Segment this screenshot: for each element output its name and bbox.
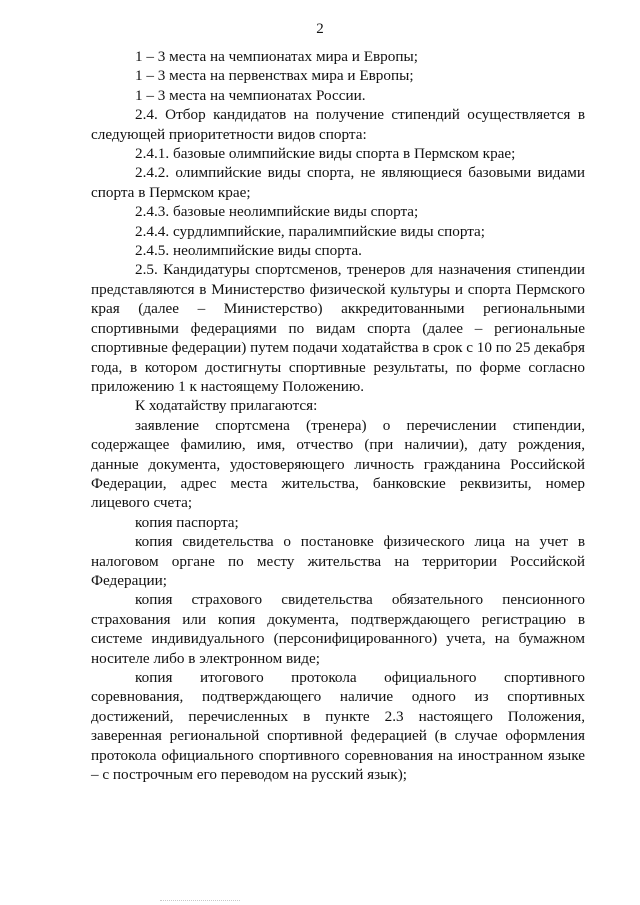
paragraph-competition-protocol: копия итогового протокола официального спортивного соревнования, подтверждающего наличие одного из спортивных достижений, перечисленных в пункте 2.3 настоящего Положения, заверенная региональной спортивной федерацией (в случае оформления протокола официального спортивного соревнования на иностранном языке – с построчным его переводом на русский язык); bbox=[91, 669, 585, 784]
document-body bbox=[91, 47, 585, 784]
paragraph-2-4-4: 2.4.4. сурдлимпийские, паралимпийские виды спорта; bbox=[135, 222, 485, 240]
paragraph-world-europe-championships: 1 – 3 места на чемпионатах мира и Европы; bbox=[135, 48, 418, 65]
paragraph-application: заявление спортсмена (тренера) о перечислении стипендии, содержащее фамилию, имя, отчество (при наличии), дату рождения, данные документа, удостоверяющего личность гражданина Российской Федерации, адрес места жительства, банковские реквизиты, номер лицевого счета; bbox=[91, 416, 585, 512]
paragraph-2-4-1: 2.4.1. базовые олимпийские виды спорта в Пермском крае; bbox=[135, 145, 516, 163]
paragraph-passport-copy: копия паспорта; bbox=[135, 513, 239, 531]
page-number: 2 bbox=[316, 21, 324, 37]
paragraph-2-4-3: 2.4.3. базовые неолимпийские виды спорта; bbox=[135, 203, 419, 221]
paragraph-tax-certificate: копия свидетельства о постановке физического лица на учет в налоговом органе по месту жительства на территории Российской Федерации; bbox=[91, 533, 585, 589]
scan-edge-line bbox=[160, 900, 240, 901]
paragraph-2-4: 2.4. Отбор кандидатов на получение стипендий осуществляется в следующей приоритетности видов спорта: bbox=[91, 106, 585, 143]
paragraph-russia-championships: 1 – 3 места на чемпионатах России. bbox=[135, 86, 366, 104]
paragraph-2-4-5: 2.4.5. неолимпийские виды спорта. bbox=[135, 242, 362, 260]
paragraph-2-4-2: 2.4.2. олимпийские виды спорта, не являющиеся базовыми видами спорта в Пермском крае; bbox=[91, 164, 585, 201]
paragraph-attachments-intro: К ходатайству прилагаются: bbox=[135, 397, 318, 415]
paragraph-world-europe-youth: 1 – 3 места на первенствах мира и Европы; bbox=[135, 67, 414, 85]
paragraph-2-5: 2.5. Кандидатуры спортсменов, тренеров для назначения стипендии представляются в Министерство физической культуры и спорта Пермского края (далее – Министерство) аккредитованными региональными спортивными федерациями по видам спорта (далее – региональные спортивные федерации) путем подачи ходатайства в срок с 10 по 25 декабря года, в котором достигнуты спортивные результаты, по форме согласно приложению 1 к настоящему Положению. bbox=[91, 261, 585, 395]
paragraph-pension-certificate: копия страхового свидетельства обязательного пенсионного страхования или копия документа, подтверждающего регистрацию в системе индивидуального (персонифицированного) учета, на бумажном носителе либо в электронном виде; bbox=[91, 591, 585, 667]
